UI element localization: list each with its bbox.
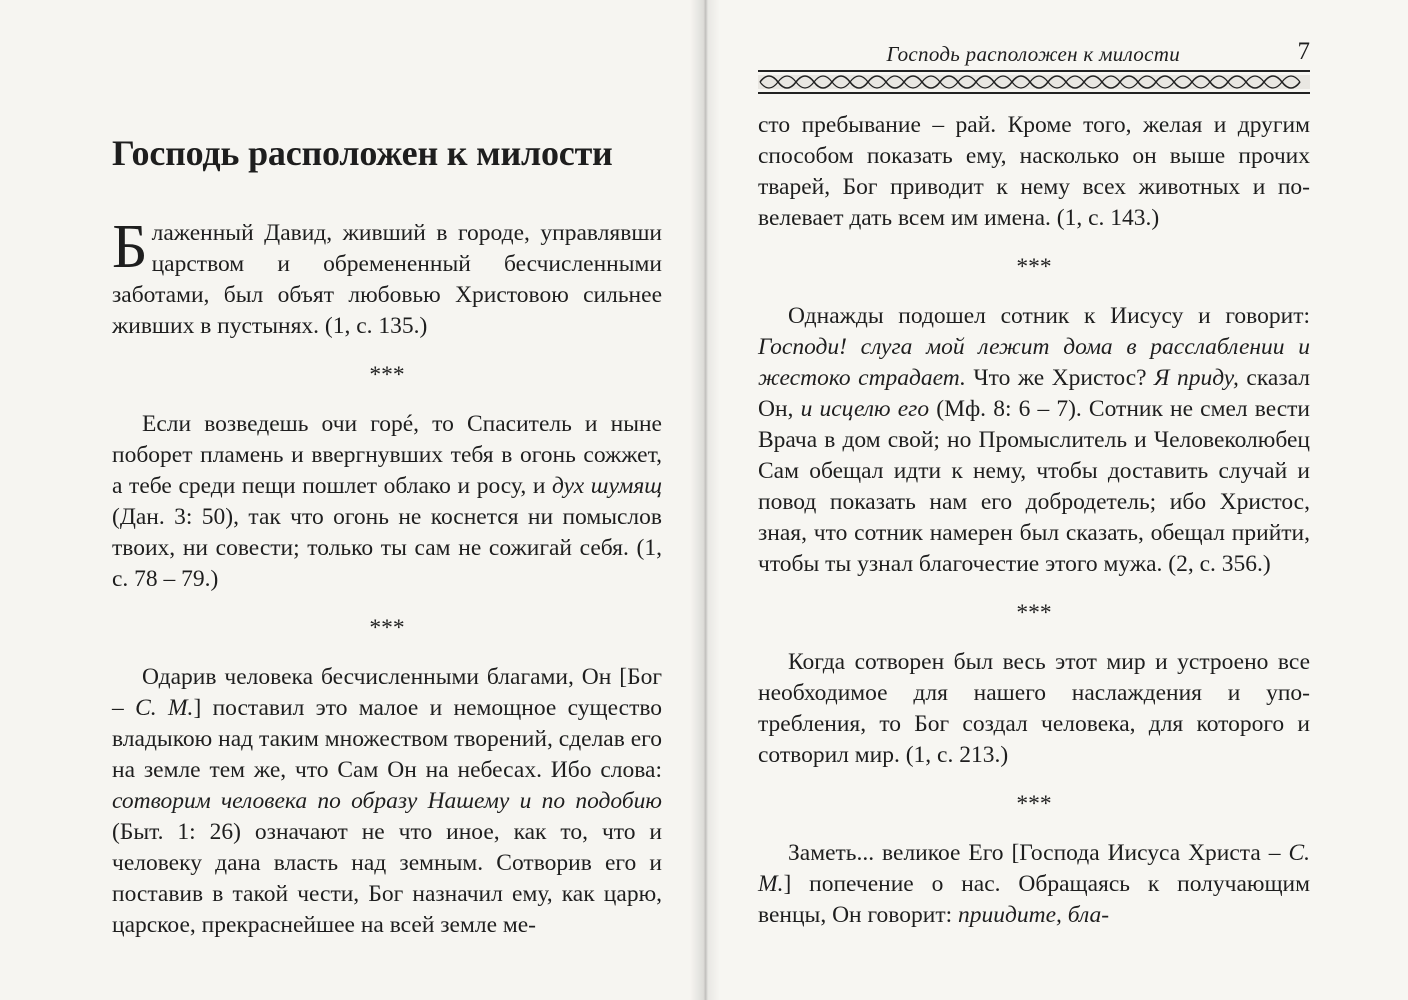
paragraph-3-quote: сотворим человека по образу Нашему и по подобию [112, 788, 662, 814]
page-number: 7 [1297, 38, 1310, 65]
crowns-quote: приидите, бла- [958, 902, 1110, 928]
centurion-text-c: сказал Он, [758, 365, 1310, 422]
paragraph-2 [112, 409, 662, 595]
chapter-title: Господь расположен к милости [112, 133, 613, 173]
centurion-text-d: (Мф. 8: 6 – 7). Сотник не смел вести Врача в дом свой; но Промыслитель и Человеколюбец Сам обещал идти к нему, чтобы доставить случай и повод показать нам его добродетель; ибо Христос, зная, что сотник намерен был сказать, обещал прийти, чтобы ты узнал благочестие этого мужа. (2, с. 356.) [758, 396, 1310, 577]
left-page-body [112, 128, 662, 941]
running-header [758, 38, 1310, 68]
paragraph-crowns [758, 838, 1310, 931]
ornament-border-icon [758, 68, 1310, 96]
right-page-body [758, 110, 1310, 931]
centurion-quote-1: Господи! слуга мой лежит дома в расслаблении и жестоко страдает. [758, 334, 1310, 391]
crowns-text-b: ] попечение о нас. Обращаясь к получающим венцы, Он говорит: [758, 871, 1310, 928]
paragraph-3 [112, 662, 662, 941]
section-separator: *** [369, 615, 405, 641]
paragraph-1 [112, 213, 662, 342]
paragraph-continued: сто пребывание – рай. Кроме того, желая и другим способом показать ему, насколько он выше прочих тварей, Бог приводит к нему всех животных и повелевает дать всем им имена. (1, с. 143.) [758, 112, 1310, 231]
running-title: Господь расположен к милости [886, 42, 1180, 66]
paragraph-2-quote: дух шумящ [552, 473, 663, 499]
right-page [706, 0, 1408, 1000]
paragraph-2-text-b: (Дан. 3: 50), так что огонь не коснется ни помыслов твоих, ни совести; только ты сам не сожигай себя. (1, с. 78 – 79.) [112, 504, 662, 592]
drop-cap: Б [112, 213, 148, 281]
section-separator: *** [1016, 600, 1052, 626]
centurion-text-b: Что же Христос? [965, 365, 1155, 391]
paragraph-3-text-a: Одарив человека бесчисленными благами, Он [Бог – [112, 664, 662, 721]
section-separator: *** [1016, 254, 1052, 280]
centurion-quote-2: Я приду, [1154, 365, 1239, 391]
centurion-text-a: Однажды подошел сотник к Иисусу и говорит: [788, 303, 1310, 329]
paragraph-centurion [758, 301, 1310, 580]
paragraph-creation: Когда сотворен был весь этот мир и устроено все необходимое для нашего наслаждения и употребления, то Бог создал человека, для которого и сотворил мир. (1, с. 213.) [758, 649, 1310, 768]
crowns-text-a: Заметь... великое Его [Господа Иисуса Христа – [788, 840, 1289, 866]
paragraph-3-initials: С. М. [135, 695, 194, 721]
paragraph-2-text-a: Если возведешь очи горé, то Спаситель и ныне поборет пламень и ввергнувших тебя в огонь сожжет, а тебе среди пещи пошлет облако и росу, и [112, 411, 662, 499]
centurion-quote-3: и исцелю его [800, 396, 930, 422]
paragraph-3-text-b: ] поставил это малое и немощное существо владыкою над таким множеством творений, сделав его на земле тем же, что Сам Он на небесах. Ибо слова: [112, 695, 663, 783]
crowns-initials: С. М. [758, 840, 1310, 897]
paragraph-1-text: лаженный Давид, живший в городе, управлявши царством и обремененный бесчисленными заботами, был объят любовью Христовою сильнее живших в пустынях. (1, с. 135.) [112, 220, 662, 339]
paragraph-3-text-c: (Быт. 1: 26) означают не что иное, как то, что и человеку дана власть над земным. Сотворив его и поставив в такой чести, Бог назначил ему, как царю, царское, прекраснейшее на всей земле ме- [112, 819, 662, 938]
section-separator: *** [1016, 791, 1052, 817]
section-separator: *** [369, 362, 405, 388]
